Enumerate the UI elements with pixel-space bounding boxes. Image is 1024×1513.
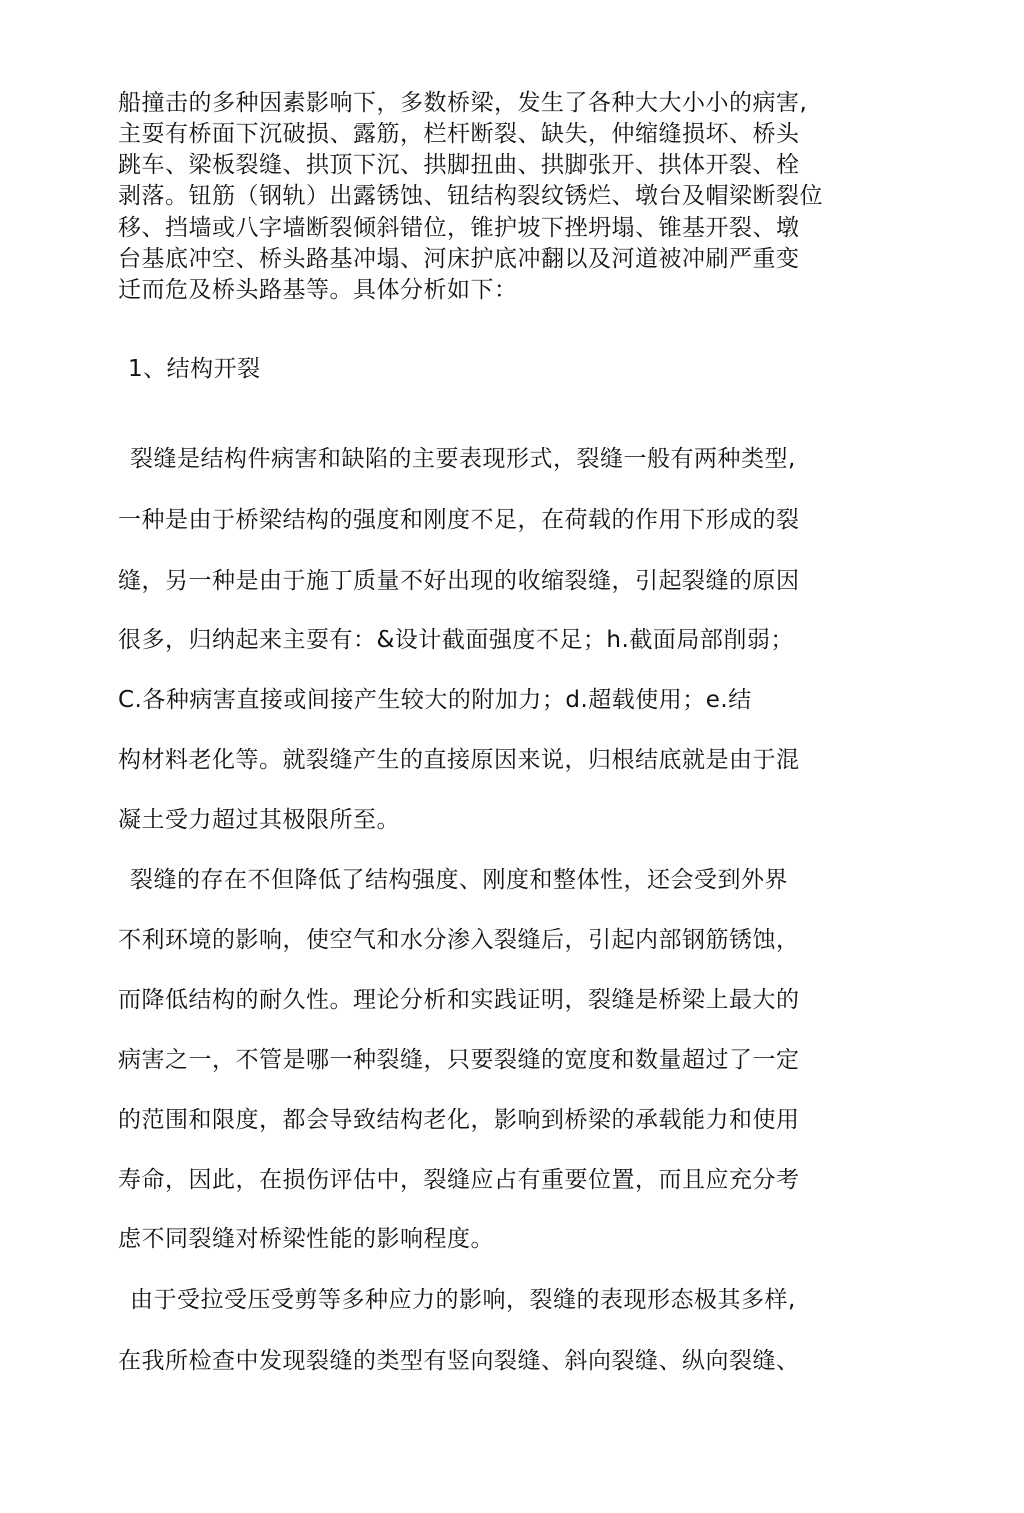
paragraph-line: 很多，归纳起来主耍有：&设计截面强度不足；h.截面局部削弱； [118,627,794,653]
intro-line: 剥落。钮筋（钢轨）出露锈蚀、钮结构裂纹锈烂、墩台及帽梁断裂位 [118,183,823,209]
intro-line: 移、挡墙或八字墙断裂倾斜错位，锥护坡下挫坍塌、锥基开裂、墩 [118,215,800,241]
paragraph-line: 缝，另一种是由于施丁质量不好出现的收缩裂缝，引起裂缝的原因 [118,568,800,594]
paragraph-line: 由于受拉受压受剪等多种应力的影响，裂缝的表现形态极其多样, [130,1287,796,1313]
intro-line: 主耍有桥面下沉破损、露筋，栏杆断裂、缺失，仲缩缝损坏、桥头 [118,121,800,147]
paragraph-line: 裂缝的存在不但降低了结构强度、刚度和整体性，还会受到外界 [130,867,788,893]
intro-line: 船撞击的多种因素影响下，多数桥梁，发生了各种大大小小的病害, [118,90,808,116]
paragraph-line: 病害之一，不管是哪一种裂缝，只要裂缝的宽度和数量超过了一定 [118,1047,800,1073]
paragraph-line: 一种是由于桥梁结构的强度和刚度不足，在荷载的作用下形成的裂 [118,507,800,533]
intro-line: 台基底冲空、桥头路基冲塌、河床护底冲翻以及河道被冲刷严重变 [118,246,800,272]
intro-line: 跳车、梁板裂缝、拱顶下沉、拱脚扭曲、拱脚张开、拱体开裂、栓 [118,152,800,178]
paragraph-line: 构材料老化等。就裂缝产生的直接原因来说，归根结底就是由于混 [118,747,800,773]
paragraph-line: 虑不同裂缝对桥梁性能的影响程度。 [118,1226,494,1252]
paragraph-line: 凝土受力超过其极限所至。 [118,807,400,833]
paragraph-line: C.各种病害直接或间接产生较大的附加力；d.超载使用；e.结 [118,687,752,713]
paragraph-line: 裂缝是结构件病害和缺陷的主要表现形式，裂缝一般有两种类型, [130,446,796,472]
paragraph-line: 而降低结构的耐久性。理论分析和实践证明，裂缝是桥梁上最大的 [118,987,800,1013]
paragraph-line: 寿命，因此，在损伤评估中，裂缝应占有重要位置，而且应充分考 [118,1167,800,1193]
paragraph-line: 的范围和限度，都会导致结构老化，影响到桥梁的承载能力和使用 [118,1107,800,1133]
paragraph-line: 不利环境的影响，使空气和水分渗入裂缝后，引起内部钢筋锈蚀， [118,927,800,953]
section-heading: 1、结构开裂 [128,356,261,382]
intro-line: 迁而危及桥头路基等。具体分析如下： [118,277,518,303]
paragraph-line: 在我所检查中发现裂缝的类型有竖向裂缝、斜向裂缝、纵向裂缝、 [118,1348,800,1374]
